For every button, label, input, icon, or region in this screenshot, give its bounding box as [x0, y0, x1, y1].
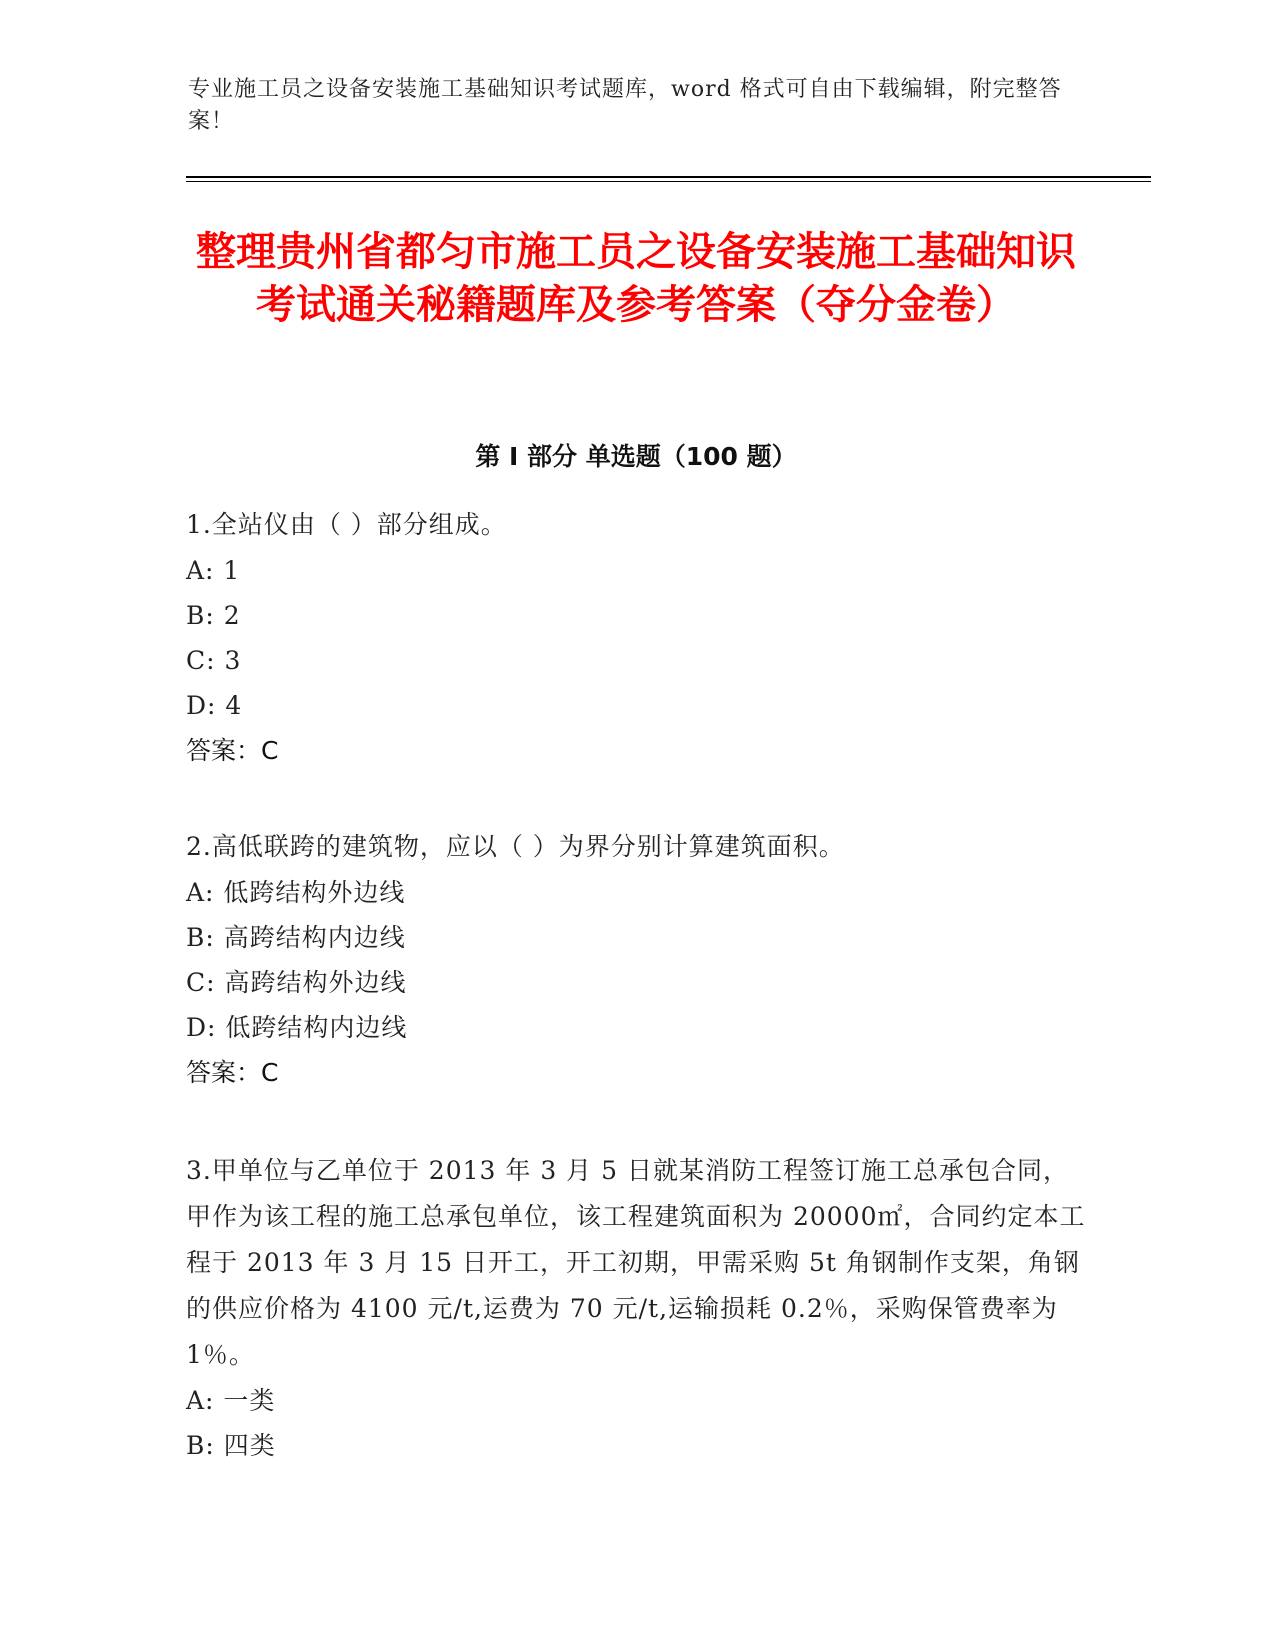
header-rule-thin	[186, 181, 1151, 182]
question-text: 3.甲单位与乙单位于 2013 年 3 月 5 日就某消防工程签订施工总承包合同，甲作为该工程的施工总承包单位，该工程建筑面积为 20000㎡，合同约定本工程于 2013 年 3 月 15 日开工，开工初期，甲需采购 5t 角钢制作支架，角钢的供应价格为 4100 元/t,运费为 70 元/t,运输损耗 0.2％，采购保管费率为 1％。	[186, 1156, 1086, 1369]
header-text: 专业施工员之设备安装施工基础知识考试题库，word 格式可自由下载编辑，附完整答案！	[188, 77, 1062, 134]
option-d: D: 4	[186, 691, 243, 720]
question-2	[186, 824, 1086, 1095]
option-d: D: 低跨结构内边线	[186, 1013, 408, 1042]
question-1	[186, 502, 1086, 773]
option-a: A: 低跨结构外边线	[186, 878, 406, 907]
option-c: C: 高跨结构外边线	[186, 968, 407, 997]
option-a: A: 一类	[186, 1386, 276, 1415]
answer: 答案：C	[186, 736, 279, 765]
option-b: B: 四类	[186, 1431, 276, 1460]
header-rule-thick	[186, 176, 1151, 178]
question-3	[186, 1148, 1086, 1468]
option-b: B: 高跨结构内边线	[186, 923, 406, 952]
answer: 答案：C	[186, 1058, 279, 1087]
option-a: A: 1	[186, 556, 241, 585]
option-c: C: 3	[186, 646, 242, 675]
document-title: 整理贵州省都匀市施工员之设备安装施工基础知识考试通关秘籍题库及参考答案（夺分金卷）	[196, 229, 1076, 328]
question-text: 1.全站仪由（ ）部分组成。	[186, 510, 507, 539]
question-text: 2.高低联跨的建筑物，应以（ ）为界分别计算建筑面积。	[186, 832, 845, 861]
section-heading: 第 I 部分 单选题（100 题）	[475, 442, 797, 471]
option-b: B: 2	[186, 601, 241, 630]
